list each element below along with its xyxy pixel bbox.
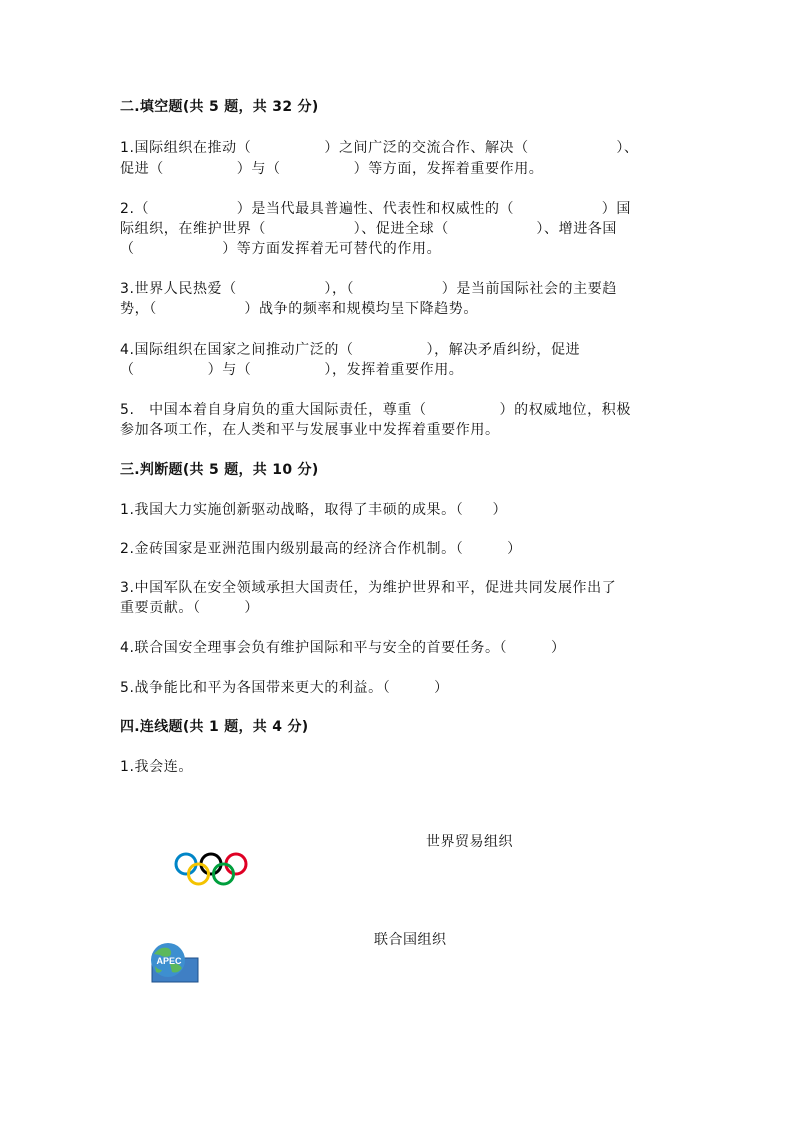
label-wto: 世界贸易组织 xyxy=(426,834,513,850)
question-line: 3.世界人民热爱（ ），（ ）是当前国际社会的主要趋 xyxy=(120,281,617,297)
question-line: 参加各项工作，在人类和平与发展事业中发挥着重要作用。 xyxy=(120,422,500,438)
question-line: 4.国际组织在国家之间推动广泛的（ ），解决矛盾纠纷，促进 xyxy=(120,342,581,358)
question-4-1: 1.我会连。 xyxy=(120,759,193,775)
section-4-title: 四.连线题(共 1 题，共 4 分) xyxy=(120,719,309,735)
question-line: 势，（ ）战争的频率和规模均呈下降趋势。 xyxy=(120,301,478,317)
question-line: （ ）与（ ），发挥着重要作用。 xyxy=(120,362,464,378)
apec-text: APEC xyxy=(156,956,182,966)
question-line: 际组织，在维护世界（ ）、促进全球（ ）、增进各国 xyxy=(120,221,617,237)
section-2-title: 二.填空题(共 5 题，共 32 分) xyxy=(120,99,319,115)
section-3-title: 三.判断题(共 5 题，共 10 分) xyxy=(120,462,319,478)
question-3-4: 4.联合国安全理事会负有维护国际和平与安全的首要任务。（ ） xyxy=(120,640,566,656)
question-line: 促进（ ）与（ ）等方面，发挥着重要作用。 xyxy=(120,161,544,177)
question-line: 3.中国军队在安全领域承担大国责任，为维护世界和平，促进共同发展作出了 xyxy=(120,580,617,596)
question-line: 2.（ ）是当代最具普遍性、代表性和权威性的（ ）国 xyxy=(120,201,631,217)
question-3-2: 2.金砖国家是亚洲范围内级别最高的经济合作机制。（ ） xyxy=(120,541,522,557)
apec-logo-icon xyxy=(140,940,200,984)
question-line: 1.国际组织在推动（ ）之间广泛的交流合作、解决（ ）、 xyxy=(120,140,639,156)
question-line: 重要贡献。（ ） xyxy=(120,600,259,616)
question-line: （ ）等方面发挥着无可替代的作用。 xyxy=(120,241,442,257)
question-3-1: 1.我国大力实施创新驱动战略，取得了丰硕的成果。（ ） xyxy=(120,502,508,518)
question-3-5: 5.战争能比和平为各国带来更大的利益。（ ） xyxy=(120,680,449,696)
label-un: 联合国组织 xyxy=(374,932,447,948)
olympic-rings-icon xyxy=(172,850,250,890)
question-line: 5. 中国本着自身肩负的重大国际责任，尊重（ ）的权威地位，积极 xyxy=(120,402,631,418)
